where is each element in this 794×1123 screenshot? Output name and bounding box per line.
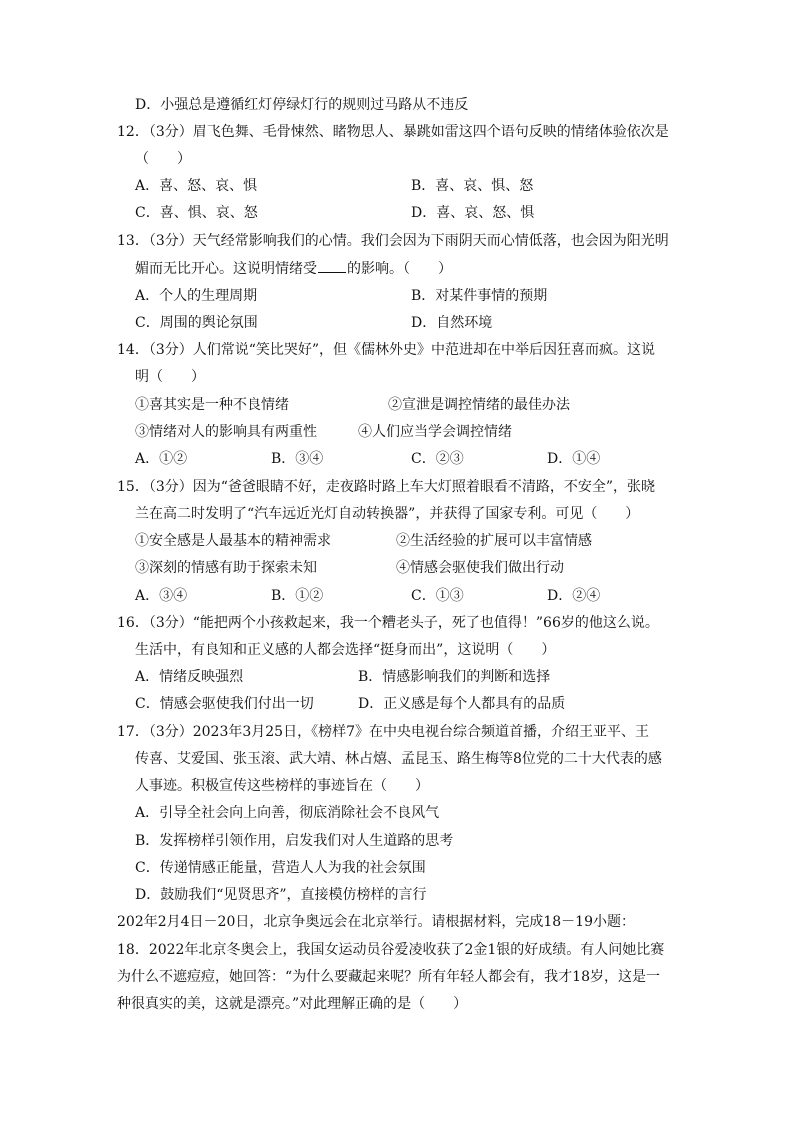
q13-option-b: B．对某件事情的预期 [411,288,548,304]
fill-blank [318,258,346,273]
q17-stem-cont: 传喜、艾爱国、张玉滚、武大靖、林占熺、孟昆玉、路生梅等8位党的二十大代表的感 [135,751,662,767]
q13-option-a: A．个人的生理周期 [135,288,258,304]
q14-statement-2: ②宣泄是调控情绪的最佳办法 [388,397,570,413]
q12-option-d: D．喜、哀、怒、惧 [411,205,535,221]
q12-option-a: A．喜、怒、哀、惧 [135,178,258,194]
q12-stem-cont: （ ） [135,151,191,167]
material-intro: 202年2月4日－20日，北京争奥远会在北京举行。请根据材料，完成18－19小题： [117,914,635,930]
q11-option-d: D．小强总是遵循红灯停绿灯行的规则过马路从不违反 [135,97,469,113]
q14-option-c: C．②③ [411,451,464,467]
q13-option-c: C．周围的舆论氛围 [135,315,258,331]
q15-option-c: C．①③ [411,588,464,604]
q13-option-d: D．自然环境 [411,315,493,331]
q14-option-d: D．①④ [547,451,601,467]
q17-option-a: A．引导全社会向上向善，彻底消除社会不良风气 [135,805,440,821]
q12-option-c: C．喜、惧、哀、怒 [135,205,258,221]
q17-stem-cont2: 人事迹。积极宣传这些榜样的事迹旨在（ ） [135,778,429,794]
q15-statement-3: ③深刻的情感有助于探索未知 [135,560,317,576]
q16-option-a: A．情绪反映强烈 [135,669,244,685]
q14-statement-1: ①喜其实是一种不良情绪 [135,397,289,413]
q16-stem-cont: 生活中，有良知和正义感的人都会选择“挺身而出”，这说明（ ） [135,642,556,658]
q17-option-c: C．传递情感正能量，营造人人为我的社会氛围 [135,860,426,876]
q17-option-b: B．发挥榜样引领作用，启发我们对人生道路的思考 [135,833,454,849]
q16-option-b: B．情感影响我们的判断和选择 [358,669,551,685]
q12-stem: 12．（3分）眉飞色舞、毛骨悚然、睹物思人、暴跳如雷这四个语句反映的情绪体验依次是 [117,124,669,140]
q15-option-b: B．①② [271,588,324,604]
q13-stem-part1: 媚而无比开心。这说明情绪受 [135,261,317,277]
q15-option-d: D．②④ [547,588,601,604]
q14-statement-3: ③情绪对人的影响具有两重性 [135,424,317,440]
q14-stem: 14．（3分）人们常说“笑比哭好”，但《儒林外史》中范进却在中举后因狂喜而疯。这说 [117,342,656,358]
q18-stem: 18．2022年北京冬奥会上，我国女运动员谷爱凌收获了2金1银的好成绩。有人问她比赛 [117,942,665,958]
q15-stem-cont: 兰在高二时发明了“汽车远近光灯自动转换器”，并获得了国家专利。可见（ ） [135,506,640,522]
q18-stem-cont2: 种很真实的美，这就是漂亮。”对此理解正确的是（ ） [117,996,468,1012]
q14-option-b: B．③④ [271,451,324,467]
q15-stem: 15．（3分）因为“爸爸眼睛不好，走夜路时路上车大灯照着眼看不清路，不安全”，张晓 [117,479,656,495]
q16-stem: 16．（3分）“能把两个小孩救起来，我一个糟老头子，死了也值得！”66岁的他这么说。 [117,615,659,631]
q16-option-d: D．正义感是每个人都具有的品质 [358,696,566,712]
q15-statement-2: ②生活经验的扩展可以丰富情感 [396,533,592,549]
q15-statement-1: ①安全感是人最基本的精神需求 [135,533,331,549]
q14-statement-4: ④人们应当学会调控情绪 [358,424,512,440]
q14-option-a: A．①② [135,451,188,467]
q17-stem: 17．（3分）2023年3月25日，《榜样7》在中央电视台综合频道首播，介绍王亚平、王 [117,724,649,740]
q16-option-c: C．情感会驱使我们付出一切 [135,696,314,712]
q18-stem-cont: 为什么不遮痘痘，她回答：“为什么要藏起来呢？所有年轻人都会有，我才18岁，这是一 [117,969,660,985]
q14-stem-cont: 明（ ） [135,369,205,385]
q13-stem: 13．（3分）天气经常影响我们的心情。我们会因为下雨阴天而心情低落，也会因为阳光明 [117,233,669,249]
q13-stem-part2: 的影响。（ ） [347,261,452,277]
q12-option-b: B．喜、哀、惧、怒 [411,178,534,194]
q13-stem-cont [135,258,452,279]
q15-statement-4: ④情感会驱使我们做出行动 [396,560,564,576]
q15-option-a: A．③④ [135,588,188,604]
q17-option-d: D．鼓励我们“见贤思齐”，直接模仿榜样的言行 [135,887,427,903]
